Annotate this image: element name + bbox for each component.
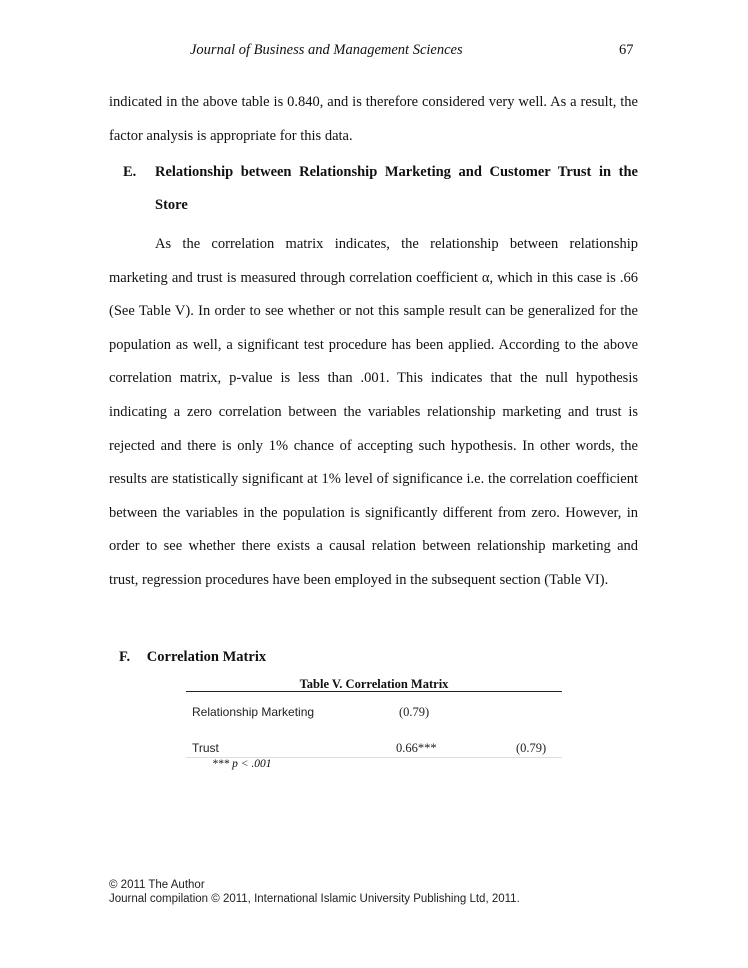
copyright-footer <box>109 878 669 906</box>
table-cell: (0.79) <box>399 705 430 719</box>
table-row-label: Relationship Marketing <box>192 705 315 719</box>
section-f-heading <box>119 649 266 666</box>
table-note: *** p < .001 <box>212 758 272 770</box>
copyright-line: © 2011 The Author <box>109 879 205 891</box>
table-row-label: Trust <box>192 741 219 755</box>
section-f-label: F. <box>119 649 131 665</box>
page-number: 67 <box>619 42 634 58</box>
paragraph-correlation: As the correlation matrix indicates, the relationship between relationship marketing and trust is measured through correlation coefficient α, which in this case is .66 (See Table V). In order to see whether or not this sample result can be generalized for the population as well, a significant test procedure has been applied. According to the above correlation matrix, p-value is less than .001. This indicates that the null hypothesis indicating a zero correlation between the variables relationship marketing and trust is rejected and there is only 1% chance of accepting such hypothesis. In other words, the results are statistically significant at 1% level of significance i.e. the correlation coefficient between the variables in the population is significantly different from zero. However, in order to see whether there exists a causal relation between relationship marketing and trust, regression procedures have been employed in the subsequent section (Table VI). <box>109 236 638 588</box>
journal-compilation-line: Journal compilation © 2011, International Islamic University Publishing Ltd, 2011. <box>109 893 520 905</box>
running-head <box>0 42 748 62</box>
section-e-title: Relationship between Relationship Marketing and Customer Trust in the Store <box>155 164 638 213</box>
section-e-label: E. <box>123 164 137 180</box>
table-top-rule <box>186 691 562 692</box>
table-cell: (0.79) <box>516 741 547 755</box>
paragraph-intro: indicated in the above table is 0.840, and is therefore considered very well. As a result, the factor analysis is appropriate for this data. <box>109 94 638 144</box>
table-caption: Table V. Correlation Matrix <box>299 677 449 691</box>
section-f-title: Correlation Matrix <box>146 649 267 665</box>
journal-name: Journal of Business and Management Sciences <box>190 42 463 58</box>
table-cell: 0.66*** <box>396 741 437 755</box>
